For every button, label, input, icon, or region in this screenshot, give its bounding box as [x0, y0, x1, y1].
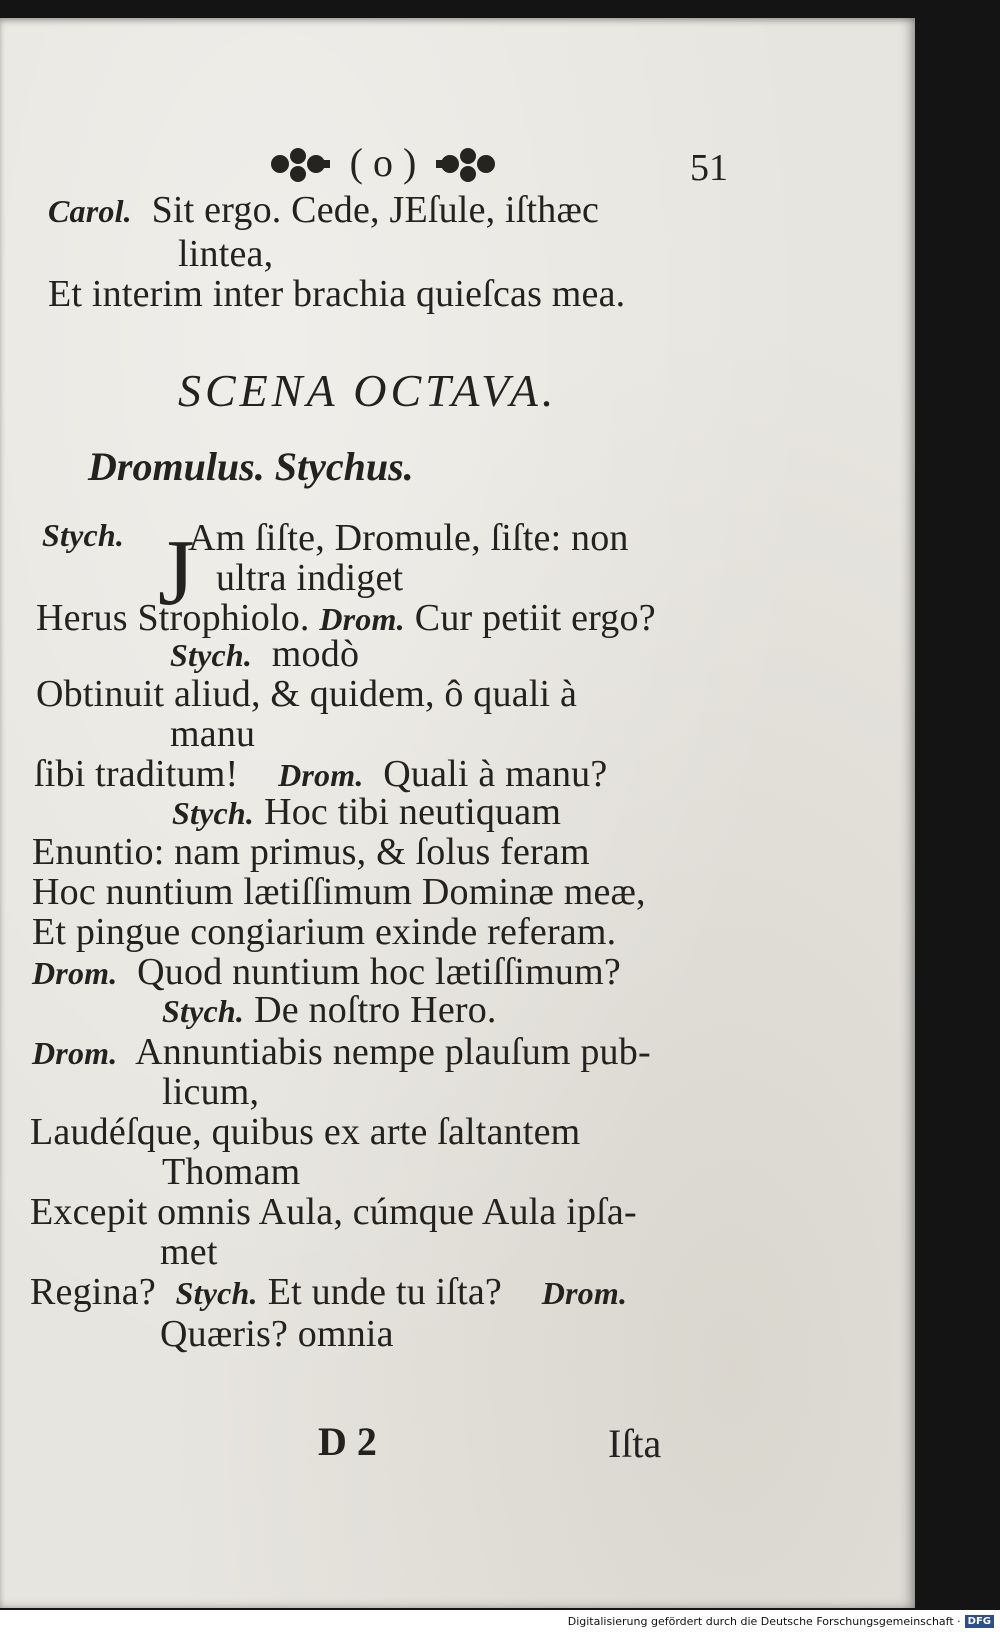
verse-text: Quod nuntium hoc lætiſſimum?: [137, 951, 621, 993]
scene-heading: SCENA OCTAVA.: [178, 365, 558, 416]
drop-cap: J: [158, 521, 195, 625]
verse-text: Quali à manu?: [383, 753, 608, 795]
verse-line: [172, 790, 561, 834]
verse-line: [162, 1070, 259, 1114]
verse-text: Herus Strophiolo.: [36, 597, 310, 639]
verse-line: [162, 988, 497, 1032]
verse-line: [160, 1230, 218, 1274]
verse-line: [188, 516, 629, 560]
verse-text: Regina?: [30, 1271, 156, 1313]
speaker-label: Stych.: [162, 993, 245, 1029]
verse-text: Obtinuit aliud, & quidem, ô quali à: [36, 673, 578, 715]
verse-line: [160, 1312, 394, 1356]
footer-text: Digitalisierung gefördert durch die Deutsche Forschungsgemeinschaft ·: [567, 1614, 961, 1628]
verse-line: [42, 512, 134, 556]
verse-text: Thomam: [162, 1151, 301, 1193]
verse-line: [48, 272, 625, 316]
page-number: 51: [690, 147, 728, 189]
verse-text: met: [160, 1231, 218, 1273]
verse-line: [36, 672, 577, 716]
verse-line: [48, 188, 599, 232]
speaker-label: Drom.: [319, 601, 405, 637]
speaker-label: Stych.: [170, 637, 253, 673]
signature-mark: D 2: [318, 1419, 377, 1464]
speaker-label: Drom.: [32, 1035, 118, 1071]
verse-line: [30, 1110, 580, 1154]
digitization-footer: [0, 1610, 1000, 1632]
verse-line: [32, 1030, 651, 1074]
verse-text: Excepit omnis Aula, cúmque Aula ipſa-: [30, 1191, 637, 1233]
book-page: [0, 18, 915, 1608]
catchword: Iſta: [608, 1421, 662, 1466]
verse-text: Enuntio: nam primus, & ſolus feram: [32, 831, 590, 873]
speaker-label: Drom.: [278, 757, 364, 793]
verse-line: [170, 632, 359, 676]
verse-text: Laudéſque, quibus ex arte ſaltantem: [30, 1111, 581, 1153]
verse-text: Et unde tu iſta?: [267, 1271, 503, 1313]
verse-line: [32, 830, 590, 874]
verse-line: [170, 712, 255, 756]
verse-text: ſibi traditum!: [34, 753, 239, 795]
verse-text: Hoc tibi neutiquam: [264, 791, 562, 833]
verse-text: Et interim inter brachia quieſcas mea.: [48, 273, 626, 315]
verse-line: [32, 870, 646, 914]
verse-line: [30, 1270, 637, 1314]
verse-text: ultra indiget: [216, 557, 404, 599]
speaker-label: Carol.: [48, 193, 132, 229]
speaker-label: Stych.: [175, 1275, 258, 1311]
dfg-logo: DFG: [965, 1615, 994, 1628]
speaker-label: Stych.: [42, 517, 125, 553]
verse-line: [30, 1190, 637, 1234]
speaker-label: Drom.: [32, 955, 118, 991]
verse-text: Et pingue congiarium exinde referam.: [32, 911, 617, 953]
verse-text: Cur petiit ergo?: [414, 597, 656, 639]
verse-text: De noſtro Hero.: [254, 989, 497, 1031]
verse-text: licum,: [162, 1071, 260, 1113]
verse-line: [32, 910, 616, 954]
verse-line: [162, 1150, 300, 1194]
verse-text: Annuntiabis nempe plauſum pub-: [135, 1031, 651, 1073]
cast-list: Dromulus. Stychus.: [88, 444, 414, 489]
ornament-headpiece: [268, 134, 498, 194]
svg-text:( o ): ( o ): [349, 140, 417, 185]
speaker-label: Drom.: [541, 1275, 628, 1311]
verse-text: Quæris? omnia: [160, 1313, 394, 1355]
verse-text: Am ſiſte, Dromule, ſiſte: non: [188, 517, 629, 559]
verse-text: Hoc nuntium lætiſſimum Dominæ meæ,: [32, 871, 646, 913]
speaker-label: Stych.: [172, 795, 255, 831]
verse-text: Sit ergo. Cede, JEſule, iſthæc: [151, 189, 600, 231]
verse-text: modò: [271, 633, 360, 675]
verse-line: [178, 232, 273, 276]
verse-line: [216, 556, 403, 600]
verse-text: lintea,: [178, 233, 274, 275]
verse-text: manu: [170, 713, 256, 755]
